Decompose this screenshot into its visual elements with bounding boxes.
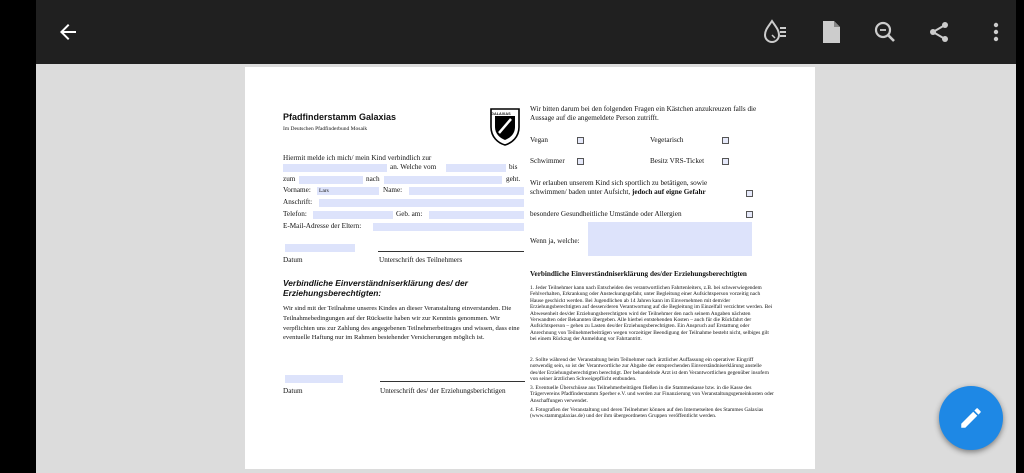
terms-2: 2. Sollte während der Veranstaltung beim Teilnehmer nach ärztlicher Auffassung ein operativer Eingriff notwendig sein, so ist der Verantwortliche zur Abgabe der entsprechenden Einverständniserklärung anstelle des/der Erziehungsberechtigten berechtigt. Der behandelnde Arzt ist dem Verantwortlichen gegenüber insofern von seiner ärztlichen Schweigepflicht entbunden. — [530, 357, 769, 383]
geht-label: geht. — [506, 175, 521, 183]
edit-pencil-icon — [958, 405, 984, 431]
telefon-field[interactable] — [313, 211, 393, 219]
top-toolbar — [36, 0, 1016, 64]
consent-text: Wir sind mit der Teilnahme unseres Kindes an dieser Veranstaltung einverstanden. Die Teilnahmebedingungen auf der Rückseite haben wir zur Kenntnis genommen. Wir verpflichten uns zur Zahlung des angegebenen Teilnehmerbeitrages und wissen, dass eine eventuelle Haftung nur im Rahmen bestehender Versicherungen möglich ist. — [283, 305, 520, 342]
sport-text-bold: jedoch auf eigne Gefahr — [632, 188, 706, 197]
bis-label: bis — [509, 163, 518, 171]
signature-parent-label: Unterschrift des/ der Erziehungsberichtigen — [380, 387, 506, 395]
anschrift-label: Anschrift: — [283, 198, 313, 206]
destination-field[interactable] — [384, 176, 502, 184]
geb-label: Geb. am: — [396, 210, 423, 218]
vrs-checkbox[interactable] — [722, 158, 729, 165]
name-label: Name: — [383, 186, 403, 194]
ink-drop-icon[interactable] — [758, 16, 790, 48]
more-vertical-icon[interactable] — [980, 16, 1012, 48]
email-label: E-Mail-Adresse der Eltern: — [283, 222, 362, 230]
event-name-field[interactable] — [283, 164, 387, 172]
sport-text — [530, 179, 745, 198]
right-heading: Verbindliche Einverständniserklärung des/der Erziehungsberechtigten — [530, 270, 747, 278]
vegan-label: Vegan — [530, 136, 548, 144]
signature-line-participant — [378, 251, 524, 252]
zum-label: zum — [283, 175, 296, 183]
share-icon[interactable] — [923, 16, 955, 48]
vegetarisch-checkbox[interactable] — [722, 137, 729, 144]
signature-line-parent — [380, 381, 525, 382]
name-field[interactable] — [409, 187, 524, 195]
vorname-label: Vorname: — [283, 186, 311, 194]
datum-field[interactable] — [285, 244, 355, 252]
allergies-field[interactable] — [588, 222, 752, 256]
galaxias-logo — [488, 107, 522, 147]
vegetarisch-label: Vegetarisch — [650, 136, 684, 144]
schwimmer-checkbox[interactable] — [577, 158, 584, 165]
schwimmer-label: Schwimmer — [530, 157, 565, 165]
health-checkbox[interactable] — [746, 211, 753, 218]
anschrift-field[interactable] — [319, 199, 524, 207]
document-icon[interactable] — [815, 16, 847, 48]
telefon-label: Telefon: — [283, 210, 307, 218]
wenn-ja-label: Wenn ja, welche: — [530, 237, 580, 245]
intro-line-1: Hiermit melde ich mich/ mein Kind verbindlich zur — [283, 154, 432, 162]
intro-line-2: an. Welche vom — [390, 163, 437, 171]
viewer-frame — [36, 0, 1016, 473]
datum-label-2: Datum — [283, 387, 303, 395]
org-title: Pfadfinderstamm Galaxias — [283, 112, 397, 122]
consent-heading: Verbindliche Einverständniserklärung des/ der Erziehungsberechtigten: — [283, 278, 468, 298]
date-from-field[interactable] — [446, 164, 506, 172]
terms-4: 4. Fotografien der Veranstaltung und deren Teilnehmer können auf den Internetseiten des Stammes Galaxias (www.stammgalaxias.de) und der ihm übergeordneten Gruppen veröffentlicht werden. — [530, 407, 764, 420]
right-intro: Wir bitten darum bei den folgenden Fragen ein Kästchen anzukreuzen falls die Aussage auf die angemeldete Person zutrifft. — [530, 105, 757, 122]
signature-participant-label: Unterschrift des Teilnehmers — [379, 256, 463, 264]
email-field[interactable] — [373, 223, 524, 231]
pdf-page[interactable] — [245, 67, 815, 469]
datum-field-2[interactable] — [285, 375, 343, 383]
vegan-checkbox[interactable] — [577, 137, 584, 144]
vrs-label: Besitz VRS-Ticket — [650, 157, 705, 165]
logo-text: GALAXIAS — [491, 112, 511, 116]
back-arrow-icon[interactable] — [52, 16, 84, 48]
date-to-field[interactable] — [299, 176, 363, 184]
sport-checkbox[interactable] — [746, 190, 753, 197]
terms-1: 1. Jeder Teilnehmer kann nach Entscheiden des verantwortlichen Fahrtenleiters, z.B. bei schwerwiegendem Fehlverhalten, Erkrankung oder Ansteckungsgefahr, unter Begleitung einer Aufsichtsperson vorzeitig nach Hause geschickt werden. Bei Jugendlichen ab 14 Jahren kann im Einvernehmen mit dem/der Erziehungsberechtigten auf dessen/deren Verantwortung auf die Begleitung im Einzelfall verzichtet werden. Bei Abwesenheit des/der Erziehungsberechtigten wird der Teilnehmer den nach seinem Angaben nächsten Verwandten oder Bekannten übergeben. Alle hierbei entstehenden Kosten – auch für die Rückfahrt der Aufsichtsperson – gehen zu Lasten des/der Erziehungsberechtigten. Ein Anspruch auf Erstattung oder Anrechnung von Teilnehmerbeiträgen wegen vorzeitiger Beendigung der Teilnahme besteht nicht, selbiges gilt bei einem Rückzug der Anmeldung vor Fahrtantritt. — [530, 285, 773, 343]
health-label: besondere Gesundheitliche Umstände oder Allergien — [530, 210, 682, 218]
nach-label: nach — [366, 175, 380, 183]
vorname-field[interactable]: Lars — [317, 187, 379, 195]
org-subtitle: Im Deutschen Pfadfinderbund Mosaik — [283, 126, 368, 132]
datum-label: Datum — [283, 256, 303, 264]
geb-field[interactable] — [429, 211, 524, 219]
sport-text-plain: Wir erlauben unserem Kind sich sportlich zu betätigen, sowie schwimmen/ baden unter Aufsicht, — [530, 179, 708, 197]
zoom-icon[interactable] — [869, 16, 901, 48]
terms-3: 3. Eventuelle Überschüsse aus Teilnehmerbeiträgen fließen in die Stammeskasse bzw. in die Kasse des Trägervereins Pfadfinderstamm Sperber e.V. und werden zur Finanzierung von Veranstaltungsgemeinkosten oder Anschaffungen verwendet. — [530, 385, 774, 404]
edit-fab[interactable] — [939, 386, 1003, 450]
